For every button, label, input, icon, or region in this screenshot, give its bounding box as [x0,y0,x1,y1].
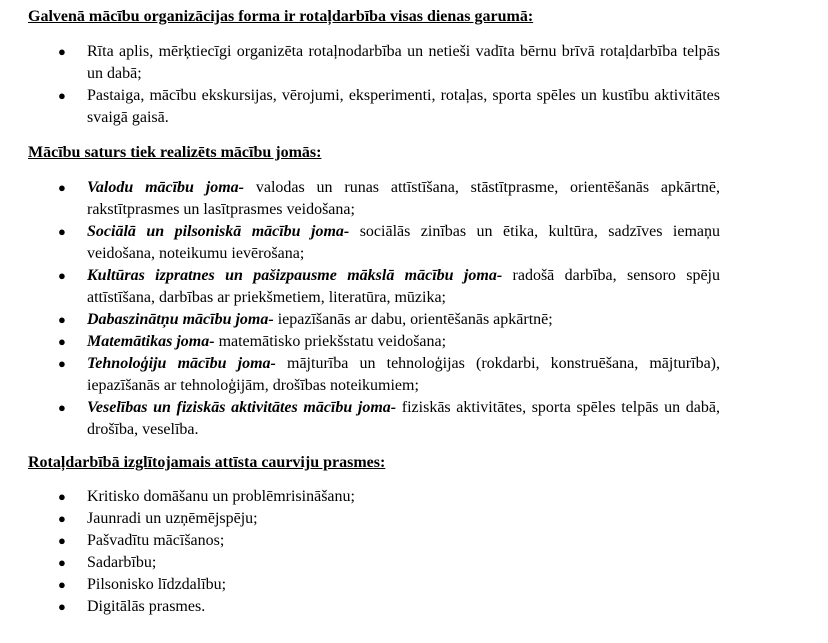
bullet-icon: ● [58,44,66,59]
bullet-icon: ● [58,312,66,327]
list-item: ● Pastaiga, mācību ekskursijas, vērojumi, eksperimenti, rotaļas, sporta spēles un kustību aktivitātes svaigā gaisā. [58,87,720,126]
section-heading-learning-areas: Mācību saturs tiek realizēts mācību jomās: [28,144,322,161]
list-item: ● Kritisko domāšanu un problēmrisināšanu; [0,486,720,508]
area-term: Veselības un fiziskās aktivitātes mācību joma- [87,399,397,416]
area-term: Tehnoloģiju mācību joma- [87,355,276,372]
list-item: ● Digitālās prasmes. [0,596,720,618]
bullet-icon: ● [58,577,66,592]
bullet-icon: ● [58,356,66,371]
list-item: ● Rīta aplis, mērķtiecīgi organizēta rotaļnodarbība un netieši vadīta bērnu brīvā rotaļdarbība telpās un dabā; [58,43,720,82]
list-item: ● Valodu mācību joma- valodas un runas attīstīšana, stāstītprasme, orientēšanās apkārtnē, rakstītprasmes un lasītprasmes veidošana; [58,179,720,218]
bullet-icon: ● [58,533,66,548]
list-item: ● Veselības un fiziskās aktivitātes mācību joma- fiziskās aktivitātes, sporta spēles telpās un dabā, drošība, veselība. [58,399,721,438]
area-term: Dabaszinātņu mācību joma- [87,311,274,328]
area-term: Matemātikas joma- [87,333,215,350]
bullet-icon: ● [58,334,66,349]
list-item: ● Pilsonisko līdzdalību; [0,574,720,596]
list-item: ● Sociālā un pilsoniskā mācību joma- sociālās zinības un ētika, kultūra, sadzīves iemaņu veidošana, noteikumu ievērošana; [58,223,721,262]
section-list-learning-form [0,41,720,129]
section-heading-transversal-skills: Rotaļdarbībā izglītojamais attīsta caurviju prasmes: [28,454,386,471]
list-item: ● Dabaszinātņu mācību joma- iepazīšanās ar dabu, orientēšanās apkārtnē; [0,309,720,331]
bullet-icon: ● [58,224,66,239]
list-item: ● Sadarbību; [0,552,720,574]
bullet-icon: ● [58,180,66,195]
bullet-icon: ● [58,268,66,283]
area-term: Sociālā un pilsoniskā mācību joma- [87,223,350,240]
list-item: ● Jaunradi un uzņēmējspēju; [0,508,720,530]
bullet-icon: ● [58,599,66,614]
bullet-icon: ● [58,555,66,570]
bullet-icon: ● [58,88,66,103]
bullet-icon: ● [58,511,66,526]
bullet-icon: ● [58,400,66,415]
list-item: ● Pašvadītu mācīšanos; [0,530,720,552]
area-term: Kultūras izpratnes un pašizpausme mākslā mācību joma- [87,267,503,284]
section-list-learning-areas [0,177,720,441]
list-item: ● Kultūras izpratnes un pašizpausme mākslā mācību joma- radošā darbība, sensoro spēju attīstīšana, darbības ar priekšmetiem, literatūra, mūzika; [58,267,720,306]
list-item: ● Tehnoloģiju mācību joma- mājturība un tehnoloģijas (rokdarbi, konstruēšana, mājturība), iepazīšanās ar tehnoloģijām, drošības noteikumiem; [58,355,720,394]
list-item: ● Matemātikas joma- matemātisko priekšstatu veidošana; [0,331,720,353]
bullet-icon: ● [58,489,66,504]
section-list-transversal-skills [0,486,720,618]
section-heading-learning-form: Galvenā mācību organizācijas forma ir rotaļdarbība visas dienas garumā: [28,8,534,25]
area-term: Valodu mācību joma- [87,179,245,196]
